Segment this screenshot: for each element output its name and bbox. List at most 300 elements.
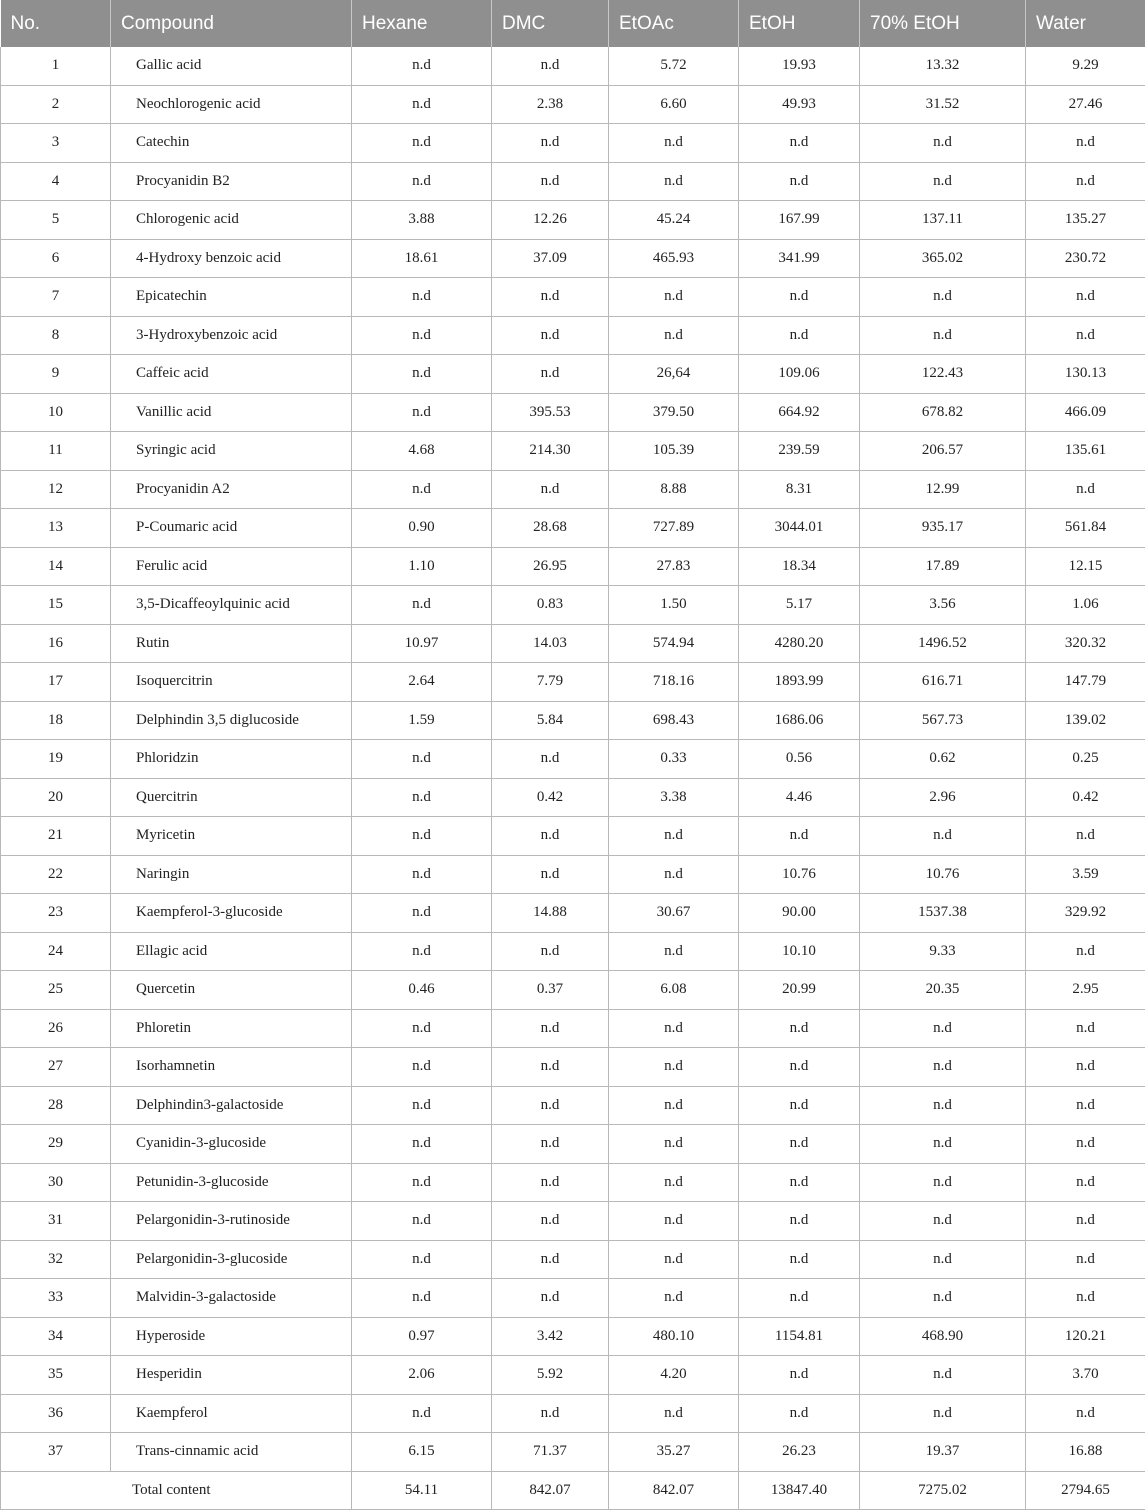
value-cell: 727.89 <box>609 509 739 548</box>
value-cell: n.d <box>492 1009 609 1048</box>
compound-name: Naringin <box>111 855 352 894</box>
row-number: 16 <box>1 624 111 663</box>
header-row <box>1 0 1145 47</box>
value-cell: 0.90 <box>352 509 492 548</box>
value-cell: 2.96 <box>860 778 1026 817</box>
value-cell: 935.17 <box>860 509 1026 548</box>
value-cell: n.d <box>860 1356 1026 1395</box>
value-cell: 19.93 <box>739 47 860 85</box>
value-cell: 0.42 <box>1026 778 1145 817</box>
row-number: 7 <box>1 278 111 317</box>
value-cell: n.d <box>352 162 492 201</box>
value-cell: n.d <box>609 855 739 894</box>
compound-name: Quercitrin <box>111 778 352 817</box>
row-number: 15 <box>1 586 111 625</box>
value-cell: 239.59 <box>739 432 860 471</box>
value-cell: n.d <box>739 1009 860 1048</box>
value-cell: 0.37 <box>492 971 609 1010</box>
value-cell: n.d <box>352 1202 492 1241</box>
compound-name: Pelargonidin-3-rutinoside <box>111 1202 352 1241</box>
table-row <box>1 778 1145 817</box>
value-cell: 365.02 <box>860 239 1026 278</box>
value-cell: 27.83 <box>609 547 739 586</box>
value-cell: 19.37 <box>860 1433 1026 1472</box>
value-cell: 329.92 <box>1026 894 1145 933</box>
value-cell: 35.27 <box>609 1433 739 1472</box>
value-cell: n.d <box>352 1240 492 1279</box>
compound-name: Kaempferol-3-glucoside <box>111 894 352 933</box>
row-number: 28 <box>1 1086 111 1125</box>
compound-name: Delphindin3-galactoside <box>111 1086 352 1125</box>
value-cell: 10.97 <box>352 624 492 663</box>
value-cell: 10.76 <box>860 855 1026 894</box>
table-row <box>1 1125 1145 1164</box>
compound-name: Vanillic acid <box>111 393 352 432</box>
value-cell: 12.26 <box>492 201 609 240</box>
value-cell: 718.16 <box>609 663 739 702</box>
table-row <box>1 586 1145 625</box>
header-etoh-70: 70% EtOH <box>860 0 1026 47</box>
value-cell: 3044.01 <box>739 509 860 548</box>
value-cell: 71.37 <box>492 1433 609 1472</box>
value-cell: 395.53 <box>492 393 609 432</box>
row-number: 33 <box>1 1279 111 1318</box>
value-cell: 12.99 <box>860 470 1026 509</box>
value-cell: n.d <box>352 316 492 355</box>
value-cell: 105.39 <box>609 432 739 471</box>
value-cell: 30.67 <box>609 894 739 933</box>
value-cell: 7.79 <box>492 663 609 702</box>
value-cell: 1.06 <box>1026 586 1145 625</box>
value-cell: n.d <box>1026 1279 1145 1318</box>
compound-name: Phloretin <box>111 1009 352 1048</box>
value-cell: n.d <box>492 1048 609 1087</box>
value-cell: 135.27 <box>1026 201 1145 240</box>
compound-name: Gallic acid <box>111 47 352 85</box>
value-cell: n.d <box>860 1086 1026 1125</box>
row-number: 37 <box>1 1433 111 1472</box>
value-cell: n.d <box>352 1048 492 1087</box>
compound-name: Neochlorogenic acid <box>111 85 352 124</box>
compound-name: Myricetin <box>111 817 352 856</box>
value-cell: 0.46 <box>352 971 492 1010</box>
header-water: Water <box>1026 0 1145 47</box>
value-cell: n.d <box>1026 1240 1145 1279</box>
value-cell: n.d <box>739 1202 860 1241</box>
value-cell: 616.71 <box>860 663 1026 702</box>
value-cell: n.d <box>492 355 609 394</box>
table-row <box>1 393 1145 432</box>
value-cell: n.d <box>860 278 1026 317</box>
value-cell: n.d <box>492 1394 609 1433</box>
value-cell: n.d <box>352 778 492 817</box>
compound-name: 3-Hydroxybenzoic acid <box>111 316 352 355</box>
total-value: 2794.65 <box>1026 1471 1145 1510</box>
table-row <box>1 1202 1145 1241</box>
value-cell: n.d <box>1026 1009 1145 1048</box>
compound-name: Isoquercitrin <box>111 663 352 702</box>
value-cell: 4.68 <box>352 432 492 471</box>
table-body <box>1 47 1145 1510</box>
value-cell: n.d <box>492 1202 609 1241</box>
value-cell: n.d <box>1026 316 1145 355</box>
value-cell: n.d <box>1026 1048 1145 1087</box>
table-row <box>1 663 1145 702</box>
row-number: 30 <box>1 1163 111 1202</box>
value-cell: 1537.38 <box>860 894 1026 933</box>
compound-name: Malvidin-3-galactoside <box>111 1279 352 1318</box>
table-row <box>1 124 1145 163</box>
value-cell: n.d <box>609 162 739 201</box>
value-cell: n.d <box>860 1240 1026 1279</box>
value-cell: 1.50 <box>609 586 739 625</box>
value-cell: n.d <box>860 1394 1026 1433</box>
row-number: 4 <box>1 162 111 201</box>
value-cell: n.d <box>1026 278 1145 317</box>
value-cell: 8.88 <box>609 470 739 509</box>
value-cell: n.d <box>1026 1202 1145 1241</box>
value-cell: n.d <box>739 1125 860 1164</box>
value-cell: n.d <box>739 1086 860 1125</box>
value-cell: n.d <box>739 1394 860 1433</box>
header-etoh: EtOH <box>739 0 860 47</box>
value-cell: 12.15 <box>1026 547 1145 586</box>
compound-name: Hyperoside <box>111 1317 352 1356</box>
value-cell: n.d <box>492 470 609 509</box>
table-row <box>1 932 1145 971</box>
row-number: 1 <box>1 47 111 85</box>
value-cell: 664.92 <box>739 393 860 432</box>
header-hexane: Hexane <box>352 0 492 47</box>
value-cell: n.d <box>492 1279 609 1318</box>
row-number: 19 <box>1 740 111 779</box>
compound-name: Syringic acid <box>111 432 352 471</box>
value-cell: 3.56 <box>860 586 1026 625</box>
row-number: 24 <box>1 932 111 971</box>
value-cell: n.d <box>492 278 609 317</box>
compound-name: Epicatechin <box>111 278 352 317</box>
row-number: 8 <box>1 316 111 355</box>
value-cell: 0.56 <box>739 740 860 779</box>
row-number: 25 <box>1 971 111 1010</box>
table-row <box>1 624 1145 663</box>
value-cell: n.d <box>609 1279 739 1318</box>
value-cell: n.d <box>492 817 609 856</box>
value-cell: 28.68 <box>492 509 609 548</box>
value-cell: n.d <box>739 817 860 856</box>
row-number: 9 <box>1 355 111 394</box>
row-number: 10 <box>1 393 111 432</box>
header-compound: Compound <box>111 0 352 47</box>
value-cell: 465.93 <box>609 239 739 278</box>
value-cell: 8.31 <box>739 470 860 509</box>
row-number: 12 <box>1 470 111 509</box>
table-row <box>1 1086 1145 1125</box>
value-cell: 139.02 <box>1026 701 1145 740</box>
value-cell: 26.95 <box>492 547 609 586</box>
row-number: 29 <box>1 1125 111 1164</box>
value-cell: 6.15 <box>352 1433 492 1472</box>
table-row <box>1 1279 1145 1318</box>
value-cell: n.d <box>352 355 492 394</box>
value-cell: n.d <box>739 1279 860 1318</box>
value-cell: n.d <box>352 1125 492 1164</box>
value-cell: n.d <box>609 1048 739 1087</box>
value-cell: 17.89 <box>860 547 1026 586</box>
value-cell: 379.50 <box>609 393 739 432</box>
compound-name: Rutin <box>111 624 352 663</box>
row-number: 20 <box>1 778 111 817</box>
value-cell: 5.84 <box>492 701 609 740</box>
value-cell: n.d <box>860 1048 1026 1087</box>
row-number: 18 <box>1 701 111 740</box>
compound-name: P-Coumaric acid <box>111 509 352 548</box>
value-cell: n.d <box>1026 1163 1145 1202</box>
value-cell: 1496.52 <box>860 624 1026 663</box>
value-cell: 167.99 <box>739 201 860 240</box>
value-cell: n.d <box>352 85 492 124</box>
value-cell: 5.72 <box>609 47 739 85</box>
table-row <box>1 1433 1145 1472</box>
value-cell: 574.94 <box>609 624 739 663</box>
row-number: 14 <box>1 547 111 586</box>
value-cell: 37.09 <box>492 239 609 278</box>
value-cell: n.d <box>352 278 492 317</box>
value-cell: n.d <box>352 855 492 894</box>
table-row <box>1 201 1145 240</box>
table-row <box>1 547 1145 586</box>
value-cell: 5.92 <box>492 1356 609 1395</box>
compound-name: Trans-cinnamic acid <box>111 1433 352 1472</box>
compound-name: Quercetin <box>111 971 352 1010</box>
compound-name: Procyanidin B2 <box>111 162 352 201</box>
row-number: 31 <box>1 1202 111 1241</box>
value-cell: n.d <box>492 47 609 85</box>
table-row <box>1 1163 1145 1202</box>
compound-name: Chlorogenic acid <box>111 201 352 240</box>
table-row <box>1 470 1145 509</box>
table-row <box>1 162 1145 201</box>
value-cell: 10.10 <box>739 932 860 971</box>
value-cell: 147.79 <box>1026 663 1145 702</box>
value-cell: n.d <box>1026 817 1145 856</box>
value-cell: n.d <box>609 1163 739 1202</box>
value-cell: n.d <box>1026 1086 1145 1125</box>
row-number: 26 <box>1 1009 111 1048</box>
compound-name: Isorhamnetin <box>111 1048 352 1087</box>
compound-name: Delphindin 3,5 diglucoside <box>111 701 352 740</box>
row-number: 23 <box>1 894 111 933</box>
value-cell: n.d <box>609 1394 739 1433</box>
value-cell: 3.42 <box>492 1317 609 1356</box>
table-row <box>1 1240 1145 1279</box>
table-row <box>1 1356 1145 1395</box>
value-cell: 0.25 <box>1026 740 1145 779</box>
table-row <box>1 509 1145 548</box>
value-cell: 120.21 <box>1026 1317 1145 1356</box>
table-row <box>1 1394 1145 1433</box>
value-cell: n.d <box>739 124 860 163</box>
value-cell: n.d <box>609 1086 739 1125</box>
table-row <box>1 971 1145 1010</box>
value-cell: n.d <box>860 817 1026 856</box>
value-cell: 13.32 <box>860 47 1026 85</box>
row-number: 6 <box>1 239 111 278</box>
value-cell: n.d <box>609 1009 739 1048</box>
value-cell: n.d <box>860 316 1026 355</box>
row-number: 35 <box>1 1356 111 1395</box>
value-cell: n.d <box>739 1048 860 1087</box>
row-number: 22 <box>1 855 111 894</box>
value-cell: 4.20 <box>609 1356 739 1395</box>
value-cell: 137.11 <box>860 201 1026 240</box>
total-value: 842.07 <box>492 1471 609 1510</box>
value-cell: 3.88 <box>352 201 492 240</box>
total-label: Total content <box>1 1471 352 1510</box>
value-cell: 10.76 <box>739 855 860 894</box>
value-cell: 2.64 <box>352 663 492 702</box>
value-cell: n.d <box>1026 932 1145 971</box>
value-cell: n.d <box>492 124 609 163</box>
compound-name: Caffeic acid <box>111 355 352 394</box>
value-cell: n.d <box>609 932 739 971</box>
value-cell: n.d <box>352 1394 492 1433</box>
value-cell: 45.24 <box>609 201 739 240</box>
value-cell: 561.84 <box>1026 509 1145 548</box>
total-row <box>1 1471 1145 1510</box>
value-cell: n.d <box>1026 1394 1145 1433</box>
value-cell: 3.59 <box>1026 855 1145 894</box>
value-cell: n.d <box>609 124 739 163</box>
value-cell: n.d <box>609 316 739 355</box>
table-row <box>1 855 1145 894</box>
value-cell: 0.62 <box>860 740 1026 779</box>
value-cell: 0.33 <box>609 740 739 779</box>
table-header <box>1 0 1145 47</box>
value-cell: n.d <box>1026 470 1145 509</box>
value-cell: 3.70 <box>1026 1356 1145 1395</box>
value-cell: 6.08 <box>609 971 739 1010</box>
table-row <box>1 47 1145 85</box>
value-cell: n.d <box>352 1163 492 1202</box>
value-cell: n.d <box>739 1240 860 1279</box>
value-cell: n.d <box>492 1240 609 1279</box>
value-cell: 2.06 <box>352 1356 492 1395</box>
value-cell: n.d <box>352 1279 492 1318</box>
value-cell: 0.42 <box>492 778 609 817</box>
value-cell: 14.88 <box>492 894 609 933</box>
value-cell: 90.00 <box>739 894 860 933</box>
value-cell: n.d <box>352 894 492 933</box>
value-cell: 14.03 <box>492 624 609 663</box>
value-cell: 4280.20 <box>739 624 860 663</box>
value-cell: 1.59 <box>352 701 492 740</box>
table-row <box>1 355 1145 394</box>
row-number: 36 <box>1 1394 111 1433</box>
total-value: 13847.40 <box>739 1471 860 1510</box>
compound-name: Petunidin-3-glucoside <box>111 1163 352 1202</box>
value-cell: n.d <box>1026 162 1145 201</box>
row-number: 2 <box>1 85 111 124</box>
value-cell: 18.61 <box>352 239 492 278</box>
value-cell: n.d <box>492 1163 609 1202</box>
total-value: 842.07 <box>609 1471 739 1510</box>
compound-name: Procyanidin A2 <box>111 470 352 509</box>
value-cell: 230.72 <box>1026 239 1145 278</box>
value-cell: 26,64 <box>609 355 739 394</box>
value-cell: 20.99 <box>739 971 860 1010</box>
value-cell: 320.32 <box>1026 624 1145 663</box>
table-row <box>1 894 1145 933</box>
value-cell: 1.10 <box>352 547 492 586</box>
value-cell: n.d <box>739 1163 860 1202</box>
table-row <box>1 1048 1145 1087</box>
row-number: 5 <box>1 201 111 240</box>
value-cell: n.d <box>492 1086 609 1125</box>
value-cell: n.d <box>860 124 1026 163</box>
value-cell: n.d <box>1026 124 1145 163</box>
value-cell: n.d <box>739 162 860 201</box>
compound-name: Catechin <box>111 124 352 163</box>
value-cell: n.d <box>352 1086 492 1125</box>
value-cell: n.d <box>609 1240 739 1279</box>
value-cell: 0.83 <box>492 586 609 625</box>
row-number: 27 <box>1 1048 111 1087</box>
value-cell: 31.52 <box>860 85 1026 124</box>
value-cell: n.d <box>860 162 1026 201</box>
value-cell: 1686.06 <box>739 701 860 740</box>
value-cell: 1154.81 <box>739 1317 860 1356</box>
compound-name: 4-Hydroxy benzoic acid <box>111 239 352 278</box>
value-cell: n.d <box>352 47 492 85</box>
table-row <box>1 432 1145 471</box>
value-cell: 18.34 <box>739 547 860 586</box>
value-cell: 9.33 <box>860 932 1026 971</box>
compound-name: Ellagic acid <box>111 932 352 971</box>
row-number: 32 <box>1 1240 111 1279</box>
table-row <box>1 278 1145 317</box>
value-cell: 567.73 <box>860 701 1026 740</box>
row-number: 21 <box>1 817 111 856</box>
table-row <box>1 239 1145 278</box>
value-cell: n.d <box>492 316 609 355</box>
value-cell: 214.30 <box>492 432 609 471</box>
value-cell: n.d <box>352 470 492 509</box>
row-number: 11 <box>1 432 111 471</box>
value-cell: 27.46 <box>1026 85 1145 124</box>
value-cell: 468.90 <box>860 1317 1026 1356</box>
value-cell: n.d <box>609 1125 739 1164</box>
compound-name: Pelargonidin-3-glucoside <box>111 1240 352 1279</box>
value-cell: 3.38 <box>609 778 739 817</box>
value-cell: n.d <box>492 740 609 779</box>
header-no: No. <box>1 0 111 47</box>
value-cell: n.d <box>860 1279 1026 1318</box>
value-cell: n.d <box>352 740 492 779</box>
value-cell: 2.95 <box>1026 971 1145 1010</box>
compound-name: Ferulic acid <box>111 547 352 586</box>
value-cell: 122.43 <box>860 355 1026 394</box>
value-cell: 109.06 <box>739 355 860 394</box>
value-cell: 2.38 <box>492 85 609 124</box>
value-cell: n.d <box>352 586 492 625</box>
value-cell: n.d <box>492 855 609 894</box>
value-cell: n.d <box>352 1009 492 1048</box>
value-cell: n.d <box>860 1202 1026 1241</box>
value-cell: n.d <box>860 1009 1026 1048</box>
value-cell: n.d <box>860 1125 1026 1164</box>
value-cell: 1893.99 <box>739 663 860 702</box>
